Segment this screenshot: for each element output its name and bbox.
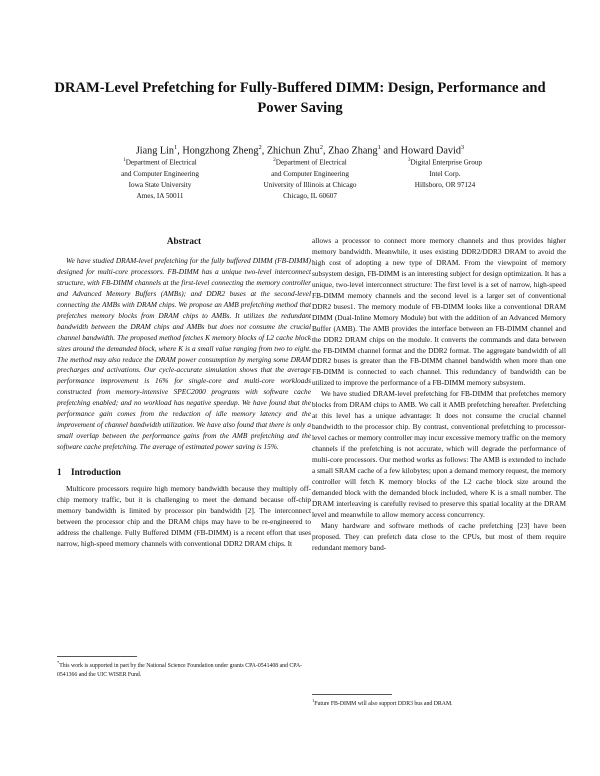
- introduction-paragraph: Multicore processors require high memory bandwidth because they multiply off-chip memory traffic, but it is challenging to meet the demand because off-chip memory bandwidth is limited by processor pin bandwidth [2]. The interconnect between the processor chip and the DRAM chips may have to be re-engineered to address the challenge. Fully Buffered DIMM (FB-DIMM) is a recent effort that uses narrow, high-speed memory channels with conventional DDR2 DRAM chips. It: [57, 484, 311, 548]
- footnote-funding: *This work is supported in part by the National Science Foundation under grants CPA-0541408 and CPA-0541366 and the UIC WISER Fund.: [57, 660, 303, 679]
- affiliation-uic: $^2$Department of Electrical and Computer Engineering University of Illinois at Chicago Chicago, IL 60607: [263, 158, 357, 200]
- footnote-rule: [57, 656, 137, 657]
- footnote-ddr3: $^1$Future FB-DIMM will also support DDR3 bus and DRAM.: [312, 698, 453, 707]
- body-paragraph: allows a processor to connect more memory channels and thus provides higher memory bandwidth. Meanwhile, it uses existing DDR2/DDR3 DRAM to avoid the high cost of adopting a new type of DRAM. From the viewpoint of memory subsystem design, FB-DIMM is an interesting subject for design optimization. It has a unique, two-level interconnect structure: The first level is a set of narrow, high-speed FB-DIMM memory channels and the second level is a larger set of conventional DDR2 buses1. The memory module of FB-DIMM looks like a conventional DRAM DIMM (Dual-Inline Memory Module) but with the addition of an Advanced Memory Buffer (AMB). The AMB provides the interface between an FB-DIMM channel and the DDR2 DRAM chips on the module. It converts the commands and data between the FB-DIMM channel format and the DDR2 format. The aggregate bandwidth of all DDR2 buses is greater than the FB-DIMM channel bandwidth when more than one FB-DIMM is connected to each channel. This redundancy of bandwidth can be utilized to improve the performance of a FB-DIMM memory subsystem.: [312, 236, 566, 388]
- affiliation-intel: $^3$Digital Enterprise Group Intel Corp. Hillsboro, OR 97124: [408, 158, 482, 189]
- body-paragraph: Many hardware and software methods of cache prefetching [23] have been proposed. They can prefetch data close to the CPUs, but most of them require redundant memory band-: [312, 520, 566, 552]
- section-heading-introduction: 1 Introduction: [57, 467, 121, 478]
- footnote-rule: [312, 694, 392, 695]
- paper-title: DRAM-Level Prefetching for Fully-Buffered DIMM: Design, Performance and Power Saving: [54, 80, 546, 116]
- body-paragraph: We have studied DRAM-level prefetching for FB-DIMM that prefetches memory blocks from DRAM chips to AMB. We call it AMB prefetching hereafter. Prefetching at this level has a unique advantage: It does not consume the crucial channel bandwidth to the processor chip. By contrast, conventional prefetching to processor-level caches or memory controller may incur excessive memory traffic on the memory channels if the prefetching is not accurate, which will degrade the performance of multi-core processors. Our method works as follows: The AMB is extended to include a small SRAM cache of a few kilobytes; upon a demand memory request, the memory controller will fetch K memory blocks of the L2 cache block size around the demanded block with the demanded block included, where K is a small number. The DRAM interleaving is carefully revised to preserve this spatial locality at the DRAM level and meanwhile to allow memory access concurrency.: [312, 389, 566, 519]
- author-list: Jiang Lin$^1$, Hongzhong Zheng$^2$, Zhichun Zhu$^2$, Zhao Zhang$^1$ and Howard David$^3$: [135, 144, 465, 157]
- author: Zhao Zhang: [328, 145, 378, 157]
- author: Zhichun Zhu: [266, 145, 320, 157]
- abstract-text: We have studied DRAM-level prefetching for the fully buffered DIMM (FB-DIMM) designed for multi-core processors. FB-DIMM has a unique two-level interconnect structure, with FB-DIMM channels at the first-level connecting the memory controller and Advanced Memory Buffers (AMBs); and DDR2 buses at the second-level connecting the AMBs with DRAM chips. We propose an AMB prefetching method that prefetches memory blocks from DRAM chips to AMBs. It utilizes the redundant bandwidth between the DRAM chips and AMBs but does not consume the crucial channel bandwidth. The proposed method fetches K memory blocks of L2 cache block sizes around the demanded block, where K is a small value ranging from two to eight. The method may also reduce the DRAM power consumption by merging some DRAM precharges and activations. Our cycle-accurate simulation shows that the average performance improvement is 16% for single-core and multi-core workloads constructed from memory-intensive SPEC2000 programs with software cache prefetching enabled; and no workload has negative speedup. We have found that the performance gain comes from the reduction of idle memory latency and the improvement of channel bandwidth utilization. We have also found that there is only a small overlap between the performance gains from the AMB prefetching and the software cache prefetching. The average of estimated power saving is 15%.: [57, 255, 311, 452]
- abstract-heading: Abstract: [166, 236, 202, 246]
- right-column: [312, 236, 566, 554]
- author: Hongzhong Zheng: [182, 145, 259, 157]
- left-column: [57, 236, 311, 550]
- affiliation-iowa-state: $^1$Department of Electrical and Computer Engineering Iowa State University Ames, IA 50011: [121, 158, 199, 200]
- author: Jiang Lin: [135, 145, 175, 157]
- author: Howard David: [400, 145, 461, 157]
